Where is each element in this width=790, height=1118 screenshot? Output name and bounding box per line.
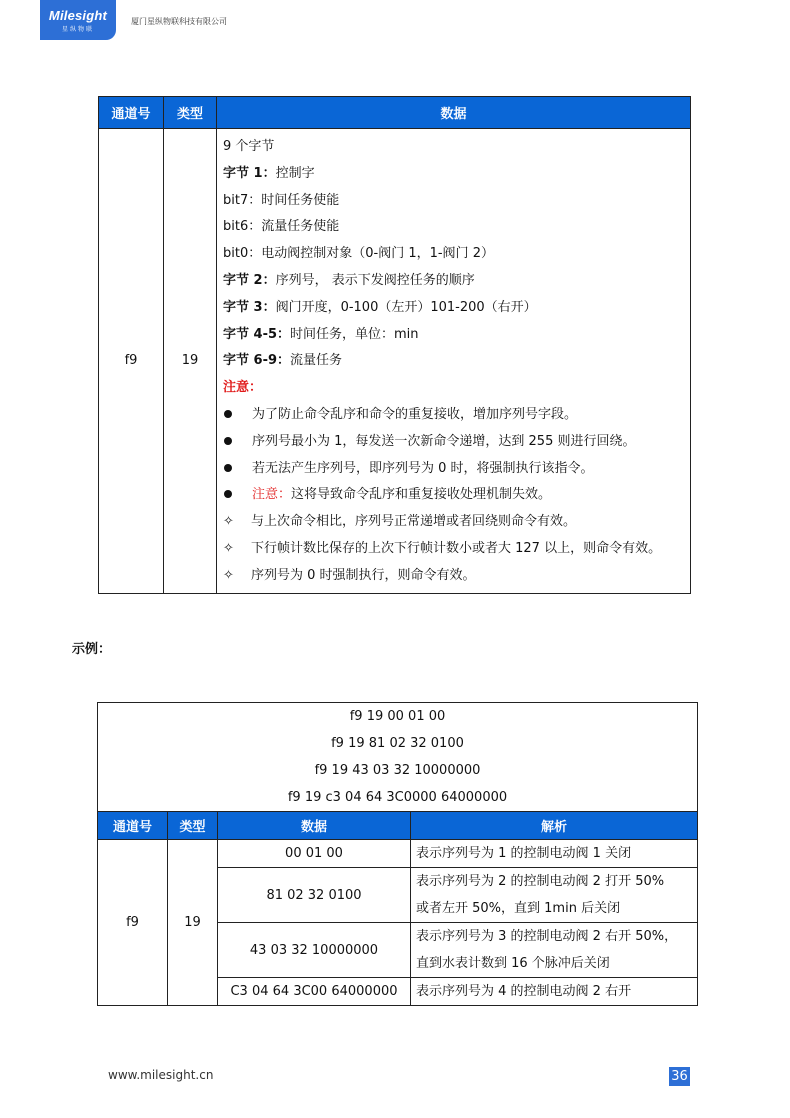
bullet-item: 为了防止命令乱序和命令的重复接收，增加序列号字段。 [223, 402, 684, 429]
bullet-item: 注意：这将导致命令乱序和重复接收处理机制失效。 [223, 482, 684, 509]
diamond-icon: ✧ [223, 567, 234, 583]
analysis-cell: 表示序列号为 4 的控制电动阀 2 右开 [411, 978, 698, 1006]
diamond-item: ✧ 下行帧计数比保存的上次下行帧计数小或者大 127 以上，则命令有效。 [223, 536, 684, 563]
bullet-dot-icon [224, 490, 232, 498]
spec-line: 9 个字节 [223, 139, 275, 154]
spec-table-row [99, 129, 691, 594]
table-row [98, 840, 698, 868]
header-type: 类型 [164, 97, 217, 129]
example-code: f9 19 43 03 32 10000000 [98, 757, 698, 784]
spec-line: bit7：时间任务使能 [223, 192, 340, 208]
code-row [98, 730, 698, 757]
data-cell: 43 03 32 10000000 [218, 923, 411, 978]
data-cell: 81 02 32 0100 [218, 868, 411, 923]
type-cell: 19 [168, 840, 218, 1006]
example-table [97, 702, 698, 1006]
spec-line: bit6：流量任务使能 [223, 219, 340, 235]
example-code: f9 19 00 01 00 [98, 703, 698, 731]
page-number: 36 [669, 1067, 690, 1086]
bullet-item: 若无法产生序列号，即序列号为 0 时，将强制执行该指令。 [223, 456, 684, 483]
diamond-icon: ✧ [223, 514, 234, 530]
company-name: 厦门星纵物联科技有限公司 [131, 17, 227, 26]
example-label: 示例： [72, 642, 112, 657]
example-code: f9 19 81 02 32 0100 [98, 730, 698, 757]
header-type: 类型 [168, 812, 218, 840]
bullet-item: 序列号最小为 1，每发送一次新命令递增，达到 255 则进行回绕。 [223, 429, 684, 456]
example-table-header [98, 812, 698, 840]
diamond-item: ✧ 序列号为 0 时强制执行，则命令有效。 [223, 563, 684, 590]
note-label: 注意： [223, 380, 263, 396]
header-channel: 通道号 [99, 97, 164, 129]
type-cell: 19 [164, 129, 217, 594]
spec-line: 字节 1：控制字 [223, 165, 315, 181]
data-cell: 00 01 00 [218, 840, 411, 868]
diamond-item: ✧ 与上次命令相比，序列号正常递增或者回绕则命令有效。 [223, 509, 684, 536]
example-code: f9 19 c3 04 64 3C0000 64000000 [98, 784, 698, 812]
code-row [98, 757, 698, 784]
spec-line: 字节 2：序列号， 表示下发阀控任务的顺序 [223, 272, 475, 288]
bullet-dot-icon [224, 464, 232, 472]
header-analysis: 解析 [411, 812, 698, 840]
warn-label: 注意： [252, 487, 292, 503]
header-data: 数据 [217, 97, 691, 129]
data-cell: C3 04 64 3C00 64000000 [218, 978, 411, 1006]
spec-line: bit0：电动阀控制对象（0-阀门 1，1-阀门 2） [223, 246, 494, 262]
header-channel: 通道号 [98, 812, 168, 840]
footer-url: www.milesight.cn [108, 1068, 214, 1082]
bullet-dot-icon [224, 437, 232, 445]
data-cell [217, 129, 691, 594]
analysis-cell: 表示序列号为 2 的控制电动阀 2 打开 50% 或者左开 50%，直到 1min 后关闭 [411, 868, 698, 923]
logo [40, 0, 116, 40]
spec-table-header [99, 97, 691, 129]
diamond-icon: ✧ [223, 540, 234, 556]
spec-line: 字节 4-5：时间任务，单位：min [223, 326, 419, 342]
logo-name: Milesight [48, 7, 108, 23]
analysis-cell: 表示序列号为 1 的控制电动阀 1 关闭 [411, 840, 698, 868]
analysis-cell: 表示序列号为 3 的控制电动阀 2 右开 50%， 直到水表计数到 16 个脉冲后关闭 [411, 923, 698, 978]
logo-subtitle: 星纵物联 [61, 25, 94, 33]
bullet-dot-icon [224, 410, 232, 418]
channel-cell: f9 [99, 129, 164, 594]
code-row [98, 703, 698, 731]
channel-cell: f9 [98, 840, 168, 1006]
spec-table [98, 96, 691, 594]
spec-line: 字节 3：阀门开度，0-100（左开）101-200（右开） [223, 299, 537, 315]
spec-line: 字节 6-9：流量任务 [223, 353, 343, 369]
header-data: 数据 [218, 812, 411, 840]
code-row [98, 784, 698, 812]
